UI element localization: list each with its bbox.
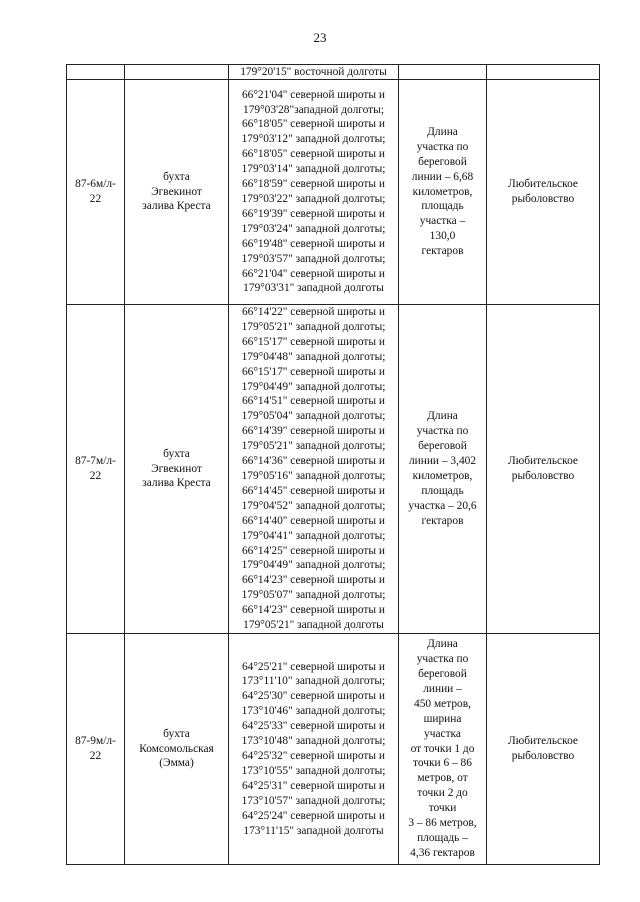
- id-cell: [67, 80, 125, 305]
- size-text: участка: [424, 727, 461, 740]
- coordinates-cell: [229, 305, 399, 634]
- coordinate-line: 173°11'15" западной долготы: [243, 824, 384, 837]
- coordinates-cell: [229, 634, 399, 865]
- coordinate-line: 179°04'41" западной долготы;: [241, 529, 386, 542]
- size-text: гектаров: [421, 514, 464, 527]
- coordinate-line: 66°14'23" северной широты и: [241, 604, 385, 617]
- coordinate-line: 66°15'17" северной широты и: [241, 365, 385, 378]
- size-text: площадь: [421, 484, 464, 497]
- coordinate-line: 179°04'48" западной долготы;: [241, 350, 386, 363]
- id-text: 22: [89, 193, 102, 205]
- fishing-areas-table: [66, 64, 600, 865]
- size-text: участка по: [416, 425, 469, 438]
- size-text: 130,0: [429, 230, 456, 243]
- coordinate-line: 66°18'05" северной широты и: [241, 118, 385, 131]
- id-cell: [67, 65, 125, 80]
- purpose-text: рыболовство: [511, 470, 575, 482]
- name-text: (Эмма): [159, 757, 194, 770]
- purpose-text: рыболовство: [511, 193, 575, 205]
- coordinate-line: 179°03'57" западной долготы;: [241, 252, 386, 265]
- coordinate-line: 66°14'40" северной широты и: [241, 514, 385, 527]
- coordinate-line: 179°05'21" западной долготы;: [241, 440, 386, 453]
- size-text: линии – 6,68: [411, 170, 474, 183]
- coordinate-line: 64°25'32" северной широты и: [241, 750, 385, 762]
- table-row: [67, 80, 600, 305]
- id-text: 87-6м/л-: [75, 178, 116, 191]
- purpose-cell: [487, 80, 600, 305]
- coordinate-line: 66°14'23" северной широты и: [241, 574, 385, 587]
- coordinate-line: 66°15'17" северной широты и: [241, 335, 385, 348]
- size-text: площадь: [421, 200, 464, 213]
- coordinate-line: 179°04'49" западной долготы;: [241, 380, 386, 393]
- purpose-cell: [487, 65, 600, 80]
- coordinate-line: 64°25'31" северной широты и: [241, 779, 385, 792]
- coordinate-line: 66°14'39" северной широты и: [241, 425, 385, 438]
- purpose-text: рыболовство: [511, 750, 575, 762]
- name-cell: [125, 305, 229, 634]
- coordinate-line: 66°21'04" северной широты и: [241, 267, 385, 280]
- purpose-text: Любительское: [508, 735, 578, 748]
- size-text: площадь –: [417, 831, 468, 844]
- name-cell: [125, 65, 229, 80]
- coordinate-line: 179°03'14" западной долготы;: [241, 163, 386, 176]
- name-text: Комсомольская: [139, 742, 214, 755]
- size-text: линии – 3,402: [408, 455, 477, 468]
- coordinate-line: 66°21'04" северной широты и: [241, 88, 385, 101]
- size-text: метров, от: [417, 772, 468, 785]
- size-text: точки 2 до: [417, 787, 468, 800]
- name-text: бухта: [163, 727, 190, 740]
- coordinate-line: 173°10'55" западной долготы;: [241, 764, 386, 777]
- purpose-text: Любительское: [508, 455, 578, 468]
- coordinate-line: 179°05'21" западной долготы;: [241, 320, 386, 333]
- coordinate-line: 179°04'52" западной долготы;: [241, 499, 386, 512]
- size-text: участка – 20,6: [408, 499, 477, 512]
- table-row: [67, 305, 600, 634]
- size-text: береговой: [418, 440, 467, 453]
- coordinate-line: 179°03'28"западной долготы;: [243, 103, 384, 116]
- size-text: участка по: [416, 140, 469, 153]
- coordinate-line: 66°19'48" северной широты и: [241, 237, 385, 250]
- id-text: 22: [89, 470, 102, 482]
- coordinate-line: 66°14'45" северной широты и: [241, 484, 385, 497]
- coordinate-line: 179°05'16" западной долготы;: [241, 470, 386, 482]
- purpose-cell: [487, 305, 600, 634]
- size-text: Длина: [427, 410, 458, 423]
- coordinate-line: 173°10'48" западной долготы;: [241, 735, 386, 748]
- name-cell: [125, 634, 229, 865]
- size-text: участка –: [419, 215, 466, 228]
- size-text: гектаров: [421, 245, 464, 258]
- size-cell: [399, 305, 487, 634]
- coordinate-line: 173°11'10" западной долготы;: [241, 675, 386, 688]
- size-text: береговой: [418, 668, 467, 681]
- size-text: километров,: [412, 470, 473, 482]
- table-row: [67, 634, 600, 865]
- coordinate-line: 179°03'12" западной долготы;: [241, 133, 386, 146]
- size-text: ширина: [423, 712, 462, 725]
- size-text: Длина: [427, 125, 458, 138]
- coordinate-line: 64°25'33" северной широты и: [241, 720, 385, 733]
- id-text: 87-7м/л-: [75, 455, 116, 468]
- coordinate-line: 66°14'25" северной широты и: [241, 544, 385, 557]
- coordinate-line: 66°14'51" северной широты и: [241, 395, 385, 408]
- size-text: участка по: [416, 653, 469, 666]
- name-text: залива Креста: [142, 477, 211, 490]
- coordinate-line: 64°25'21" северной широты и: [241, 660, 385, 673]
- size-text: Длина: [427, 638, 458, 651]
- coordinate-line: 173°10'46" западной долготы;: [241, 705, 386, 718]
- coordinate-line: 64°25'30" северной широты и: [241, 690, 385, 703]
- purpose-cell: [487, 634, 600, 865]
- size-text: 3 – 86 метров,: [408, 817, 477, 830]
- coordinate-line: 179°03'31" западной долготы: [243, 282, 384, 295]
- name-text: залива Креста: [142, 200, 211, 213]
- id-cell: [67, 305, 125, 634]
- coordinate-line: 66°19'39" северной широты и: [241, 207, 385, 220]
- size-text: береговой: [418, 155, 467, 168]
- id-text: 22: [89, 750, 102, 762]
- id-text: 87-9м/л-: [75, 735, 116, 748]
- table-row-continuation: [67, 65, 600, 80]
- coordinate-line: 179°04'49" западной долготы;: [241, 559, 386, 572]
- name-text: бухта: [163, 447, 190, 460]
- coordinate-line: 66°14'22" северной широты и: [241, 306, 385, 319]
- size-text: 450 метров,: [414, 697, 471, 710]
- coordinate-line: 179°05'07" западной долготы;: [241, 589, 386, 602]
- purpose-text: Любительское: [508, 178, 578, 191]
- size-cell: [399, 634, 487, 865]
- size-text: точки: [428, 802, 457, 815]
- coordinate-line: 66°14'36" северной широты и: [241, 455, 385, 468]
- coordinate-line: 179°20'15" восточной долготы: [240, 65, 387, 78]
- size-text: 4,36 гектаров: [410, 846, 475, 859]
- name-cell: [125, 80, 229, 305]
- size-text: линии –: [423, 682, 462, 695]
- name-text: Эгвекинот: [151, 185, 202, 198]
- coordinate-line: 66°18'59" северной широты и: [241, 178, 385, 191]
- size-text: километров,: [412, 185, 473, 198]
- coordinate-line: 179°03'24" западной долготы;: [241, 222, 386, 235]
- coordinate-line: 64°25'24" северной широты и: [241, 809, 385, 822]
- size-text: точки 6 – 86: [413, 757, 472, 770]
- coordinates-cell: [229, 65, 399, 80]
- coordinate-line: 66°18'05" северной широты и: [241, 148, 385, 161]
- coordinate-line: 179°05'21" западной долготы: [243, 619, 384, 632]
- name-text: Эгвекинот: [151, 462, 202, 475]
- coordinate-line: 173°10'57" западной долготы;: [241, 794, 386, 807]
- coordinate-line: 179°03'22" западной долготы;: [241, 193, 386, 205]
- coordinate-line: 179°05'04" западной долготы;: [241, 410, 386, 423]
- id-cell: [67, 634, 125, 865]
- size-cell: [399, 80, 487, 305]
- name-text: бухта: [163, 170, 190, 183]
- size-text: от точки 1 до: [410, 742, 475, 755]
- coordinates-cell: [229, 80, 399, 305]
- page-number: 23: [313, 30, 327, 45]
- size-cell: [399, 65, 487, 80]
